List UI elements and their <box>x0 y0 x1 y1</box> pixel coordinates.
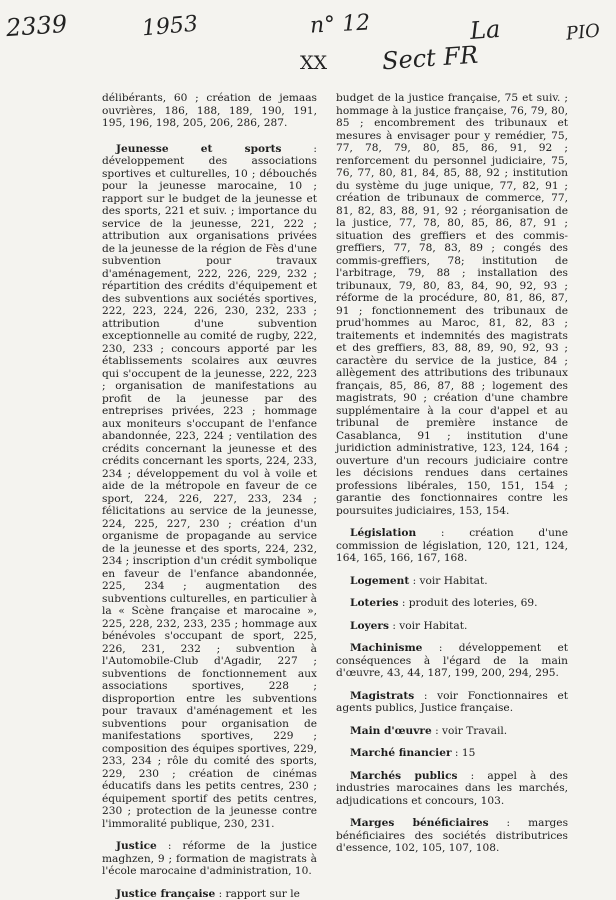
index-term: Justice française <box>116 887 216 900</box>
index-entry-text: : produit des loteries, 69. <box>398 597 538 609</box>
index-term: Loteries <box>350 597 399 609</box>
handwritten-number: 2339 <box>5 9 68 43</box>
index-entry <box>336 527 568 565</box>
index-entry <box>336 747 568 760</box>
index-entry-text: : appel à des industries marocaines dans les marchés, adjudications et concours, 103. <box>336 769 568 807</box>
index-entry-text: : marges bénéficiaires des sociétés distributrices d'essence, 102, 105, 107, 108. <box>336 817 569 854</box>
handwritten-issue: n° 12 <box>309 10 371 39</box>
index-entry <box>336 725 568 738</box>
index-term: Marché financier <box>350 747 452 759</box>
index-entry <box>336 817 568 855</box>
index-entry-text: : voir Travail. <box>431 724 508 737</box>
index-entry-text: : création d'une commission de législation, 120, 121, 124, 164, 165, 166, 167, 168. <box>336 527 568 564</box>
index-entry-text: : développement des associations sportives et culturelles, 10 ; débouchés pour la jeunesse marocaine, 10 ; rapport sur le budget de la jeunesse et des sports, 221 et suiv. ; importance du service de la jeunesse, 221, 222 ; attribution aux organisations privées de la jeunesse de la région de Fès d'une subvention pour travaux d'aménagement, 222, 226, 229, 232 ; répartition des crédits d'équipement et des subventions aux sociétés sportives, 222, 223, 224, 226, 230, 232, 233 ; attribution d'une subvention exceptionnelle au comité de rugby, 222, 230, 233 ; concours apporté par les établissements scolaires aux œuvres qui s'occupent de la jeunesse, 222, 223 ; organisation de manifestations au profit de la jeunesse par des entreprises privées, 223 ; hommage aux moniteurs s'occupant de l'enfance abandonnée, 223, 224 ; ventilation des crédits concernant la jeunesse et des crédits concernant les sports, 224, 233, 234 ; développement du vol à voile et aide de la métropole en faveur de ce sport, 224, 226, 227, 233, 234 ; félicitations au service de la jeunesse, 224, 225, 227, 230 ; création d'un organisme de propagande au service de la jeunesse et des sports, 224, 232, 234 ; inscription d'un crédit symbolique en faveur de l'enfance abandonnée, 225, 234 ; augmentation des subventions culturelles, en particulier à la « Scène française et marocaine », 225, 228, 232, 233, 235 ; hommage aux bénévoles s'occupant de sport, 225, 226, 231, 232 ; subvention à l'Automobile-Club d'Agadir, 227 ; subventions de fonctionnement aux associations sportives, 228 ; disproportion entre les subventions pour travaux d'aménagement et les subventions pour organisation de manifestations sportives, 229 ; composition des équipes sportives, 229, 233, 234 ; rôle du comité des sports, 229, 230 ; création de cinémas éducatifs dans les petits centres, 230 ; équipement sportif des petits centres, 230 ; protection de la jeunesse contre l'immoralité publique, 230, 231. <box>102 142 318 830</box>
index-entry <box>336 575 568 588</box>
index-entry-text: : réforme de la justice maghzen, 9 ; formation de magistrats à l'école marocaine d'administration, 10. <box>102 840 317 877</box>
index-entry <box>336 620 568 633</box>
index-term: Magistrats <box>350 689 415 702</box>
index-entry-continued: délibérants, 60 ; création de jemaas ouvrières, 186, 188, 189, 190, 191, 195, 196, 198, 205, 206, 286, 287. <box>102 92 317 129</box>
index-term: Logement <box>350 574 410 587</box>
index-entry <box>336 690 568 715</box>
index-entry-text: : voir Habitat. <box>409 574 488 587</box>
index-term: Législation <box>350 527 417 539</box>
index-term: Machinisme <box>350 642 423 654</box>
handwritten-year: 1953 <box>141 11 199 42</box>
index-entry-text: : voir Habitat. <box>388 619 468 632</box>
index-term: Jeunesse et sports <box>116 142 282 155</box>
index-entry <box>102 840 317 878</box>
handwritten-letters: La <box>469 14 502 46</box>
index-column-right <box>336 92 568 855</box>
handwritten-code: PIO <box>564 20 601 45</box>
index-entry-text: : voir Fonctionnaires et agents publics, Justice française. <box>336 689 568 714</box>
index-entry-continued: budget de la justice française, 75 et suiv. ; hommage à la justice française, 76, 79, 80, 85 ; encombrement des tribunaux et mesures à envisager pour y remédier, 75, 77, 78, 79, 80, 85, 86, 91, 92 ; renforcement du personnel judiciaire, 75, 76, 77, 80, 81, 84, 85, 88, 92 ; institution du système du juge unique, 77, 82, 91 ; création de tribunaux de commerce, 77, 81, 82, 83, 88, 91, 92 ; réorganisation de la justice, 77, 78, 80, 85, 86, 87, 91 ; situation des greffiers et des commis-greffiers, 77, 78, 83, 89 ; congés des commis-greffiers, 78; institution de l'arbitrage, 79, 88 ; installation des tribunaux, 79, 80, 83, 84, 90, 92, 93 ; réforme de la procédure, 80, 81, 86, 87, 91 ; fonctionnement des tribunaux de prud'hommes au Maroc, 81, 82, 83 ; traitements et indemnités des magistrats et des greffiers, 83, 88, 89, 90, 92, 93 ; caractère du service de la justice, 84 ; allègement des attributions des tribunaux français, 85, 86, 87, 88 ; logement des magistrats, 90 ; création d'une chambre supplémentaire à la cour d'appel et au tribunal de première instance de Casablanca, 91 ; institution d'une juridiction administrative, 123, 124, 164 ; ouverture d'un recours judiciaire contre les décisions rendues dans certaines professions libérales, 150, 151, 154 ; garantie des fonctionnaires contre les poursuites judiciaires, 153, 154. <box>336 92 568 517</box>
index-entry-text: : 15 <box>451 747 476 759</box>
handwritten-volume: XX <box>300 52 328 74</box>
handwritten-section: Sect FR <box>381 40 479 76</box>
index-entry <box>102 888 317 900</box>
index-term: Marchés publics <box>350 769 458 782</box>
index-entry <box>102 143 317 831</box>
index-term: Marges bénéficiaires <box>350 817 489 829</box>
index-term: Loyers <box>350 619 389 632</box>
index-column-left <box>102 92 317 900</box>
index-term: Main d'œuvre <box>350 724 432 737</box>
index-entry-text: : développement et conséquences à l'égard de la main d'œuvre, 43, 44, 187, 199, 200, 294, 295. <box>336 642 568 679</box>
index-entry-text: : rapport sur le <box>215 887 300 900</box>
index-entry <box>336 642 568 680</box>
index-entry <box>336 770 568 808</box>
index-term: Justice <box>116 840 157 852</box>
index-entry <box>336 597 568 610</box>
